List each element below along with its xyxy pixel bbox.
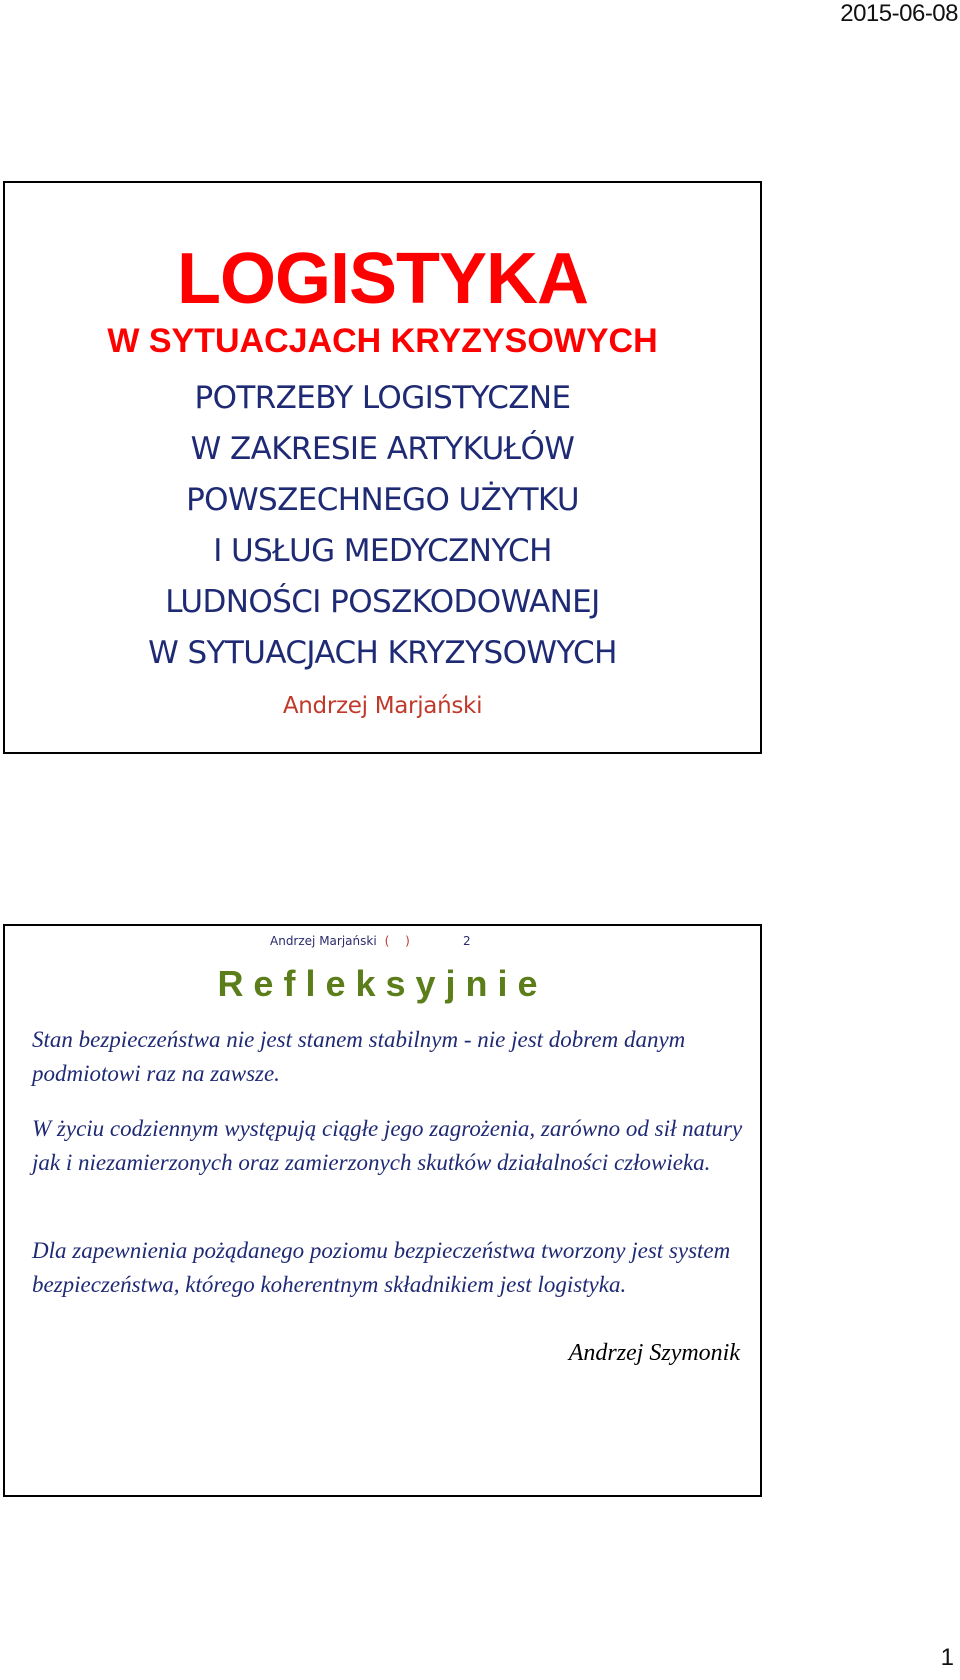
paragraph: Dla zapewnienia pożądanego poziomu bezpieczeństwa tworzony jest system bezpieczeństwa, którego koherentnym składnikiem jest logistyka. [32,1238,731,1297]
reflections-slide [3,924,762,1497]
body-line: LUDNOŚCI POSZKODOWANEJ [165,584,600,620]
body-line: I USŁUG MEDYCZNYCH [213,533,552,569]
header-author: Andrzej Marjański [270,934,377,948]
slide-subtitle: W SYTUACJACH KRYZYSOWYCH [107,322,658,360]
body-line: POWSZECHNEGO UŻYTKU [186,482,579,518]
slide-header [270,934,416,948]
paragraph: Stan bezpieczeństwa nie jest stanem stabilnym - nie jest dobrem danym podmiotowi raz na zawsze. [32,1027,686,1086]
body-line: W SYTUACJACH KRYZYSOWYCH [148,635,617,671]
header-parens: ( ) [384,934,416,948]
paragraph: W życiu codziennym występują ciągłe jego zagrożenia, zarówno od sił natury jak i niezamierzonych oraz zamierzonych skutków działalności człowieka. [32,1116,743,1175]
slide-title: Refleksyjnie [217,963,548,1004]
slide-title: LOGISTYKA [176,239,588,319]
slide-body [5,373,760,679]
page-date: 2015-06-08 [840,0,958,27]
quote-signature: Andrzej Szymonik [568,1340,740,1366]
page-number: 1 [940,1644,954,1671]
slide-page-number: 2 [463,934,471,948]
body-line: W ZAKRESIE ARTYKUŁÓW [190,431,575,467]
title-slide [3,181,762,754]
body-line: POTRZEBY LOGISTYCZNE [194,380,571,416]
slide-author: Andrzej Marjański [282,693,483,719]
